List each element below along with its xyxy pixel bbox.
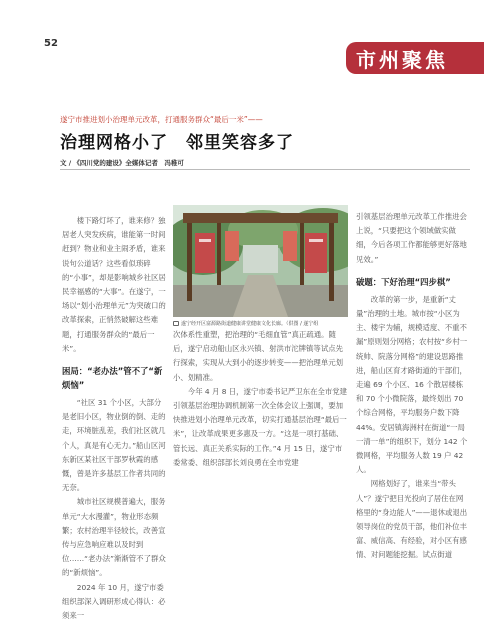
body-paragraph: 次体系性重塑，把治理的“毛细血管”真正疏通。随后，遂宁启动船山区永兴镇、射洪市沱牌镇等试点先行探索，实现从大到小的逐步转变——把治理单元划小、划精准。 — [173, 330, 343, 382]
article-byline: 文 / 《四川党的建设》全媒体记者 冯稚可 — [60, 159, 184, 167]
section-heading-2: 破题：下好治理“四步棋” — [356, 276, 451, 287]
body-paragraph: 网格划好了，谁来当“带头人”？遂宁把目光投向了居住在网格里的“身边能人”——退休或退出领导岗位的党员干部，他们补位丰富、威信高、有经验，对小区有感情、对问题能挖掘。试点街道 — [356, 479, 468, 560]
photo-caption-text: 遂宁经开区富源路街道健康讲堂健康文化长廊。（供图 / 遂宁组 — [181, 321, 319, 327]
column-1 — [62, 214, 166, 623]
camera-icon — [173, 321, 179, 326]
article-subheading: 遂宁市推进划小治理单元改革，打通服务群众“最后一米”—— — [60, 115, 263, 124]
column-3 — [356, 210, 468, 563]
section-heading-1: 困局：“老办法”管不了“新烦恼” — [62, 366, 163, 391]
body-paragraph: 城市社区规模普遍大，服务单元“大水漫灌”，物业形态频繁；农村治理半径较长，改善宣传与应急响应难以及时到位……“老办法”渐渐管不了群众的“新烦恼”。 — [62, 497, 166, 578]
photo-caption — [173, 320, 353, 327]
body-paragraph: “社区 31 个小区，大部分是老旧小区，物业倒的倒、走的走，环境脏乱差，我们社区就几个人，真是有心无力。”船山区河东新区某社区干部罗秋霞的感慨，曾是许多基层工作者共同的无奈。 — [62, 398, 166, 493]
title-divider — [60, 169, 470, 170]
article-photo — [173, 205, 348, 317]
column-2 — [173, 328, 349, 470]
section-banner — [346, 42, 484, 74]
body-paragraph: 引领基层治理单元改革工作推进会上说，“只要把这个领域做实做细，今后各项工作都能够更好落地见效。” — [356, 212, 467, 264]
article-title: 治理网格小了 邻里笑容多了 — [60, 133, 294, 153]
body-paragraph: 改革的第一步，是重新“丈量”治理的土地。城市按“小区为主、楼宇为辅，规模适度、不重不漏”原则划分网格；农村按“乡村一统帅、院落分网格”的建设思路推进，船山区育才路街道的干部们，走遍 69 个小区、16 个散居楼栋和 70 个小微院落，最终划出 70 个综合网格，平均服务户数下降 44%。安居镇海洲村在街道“一局一清一单”的组织下，划分 142 个微网格，平均服务人数 19 户 42 人。 — [356, 294, 468, 475]
body-paragraph: 今年 4 月 8 日，遂宁市委书记严卫东在全市党建引领基层治理协调机制第一次全体会议上强调，要加快推进划小治理单元改革，切实打通基层治理“最后一米”，让改革成果更多惠及一方。“这是一项打基础、管长远、真正关系实际的工作。”4 月 15 日，遂宁市委常委、组织部部长刘良勇在全市党建 — [173, 386, 348, 467]
section-banner-text: 市州聚焦 — [356, 47, 448, 72]
intro-paragraph: 楼下路灯坏了，谁来修？独居老人突发疾病，谁能第一时间赶到？物业和业主闹矛盾，谁来说句公道话？这些看似琐碎的“小事”，却是影响城乡社区居民幸福感的“大事”。在遂宁，一场以“划小治理单元”为突破口的改革探索，正悄然破解这些难题，打通服务群众的“最后一米”。 — [62, 216, 166, 353]
page-number: 52 — [44, 38, 58, 49]
body-paragraph: 2024 年 10 月，遂宁市委组织部深入调研形成心得认：必须来一 — [62, 582, 166, 621]
